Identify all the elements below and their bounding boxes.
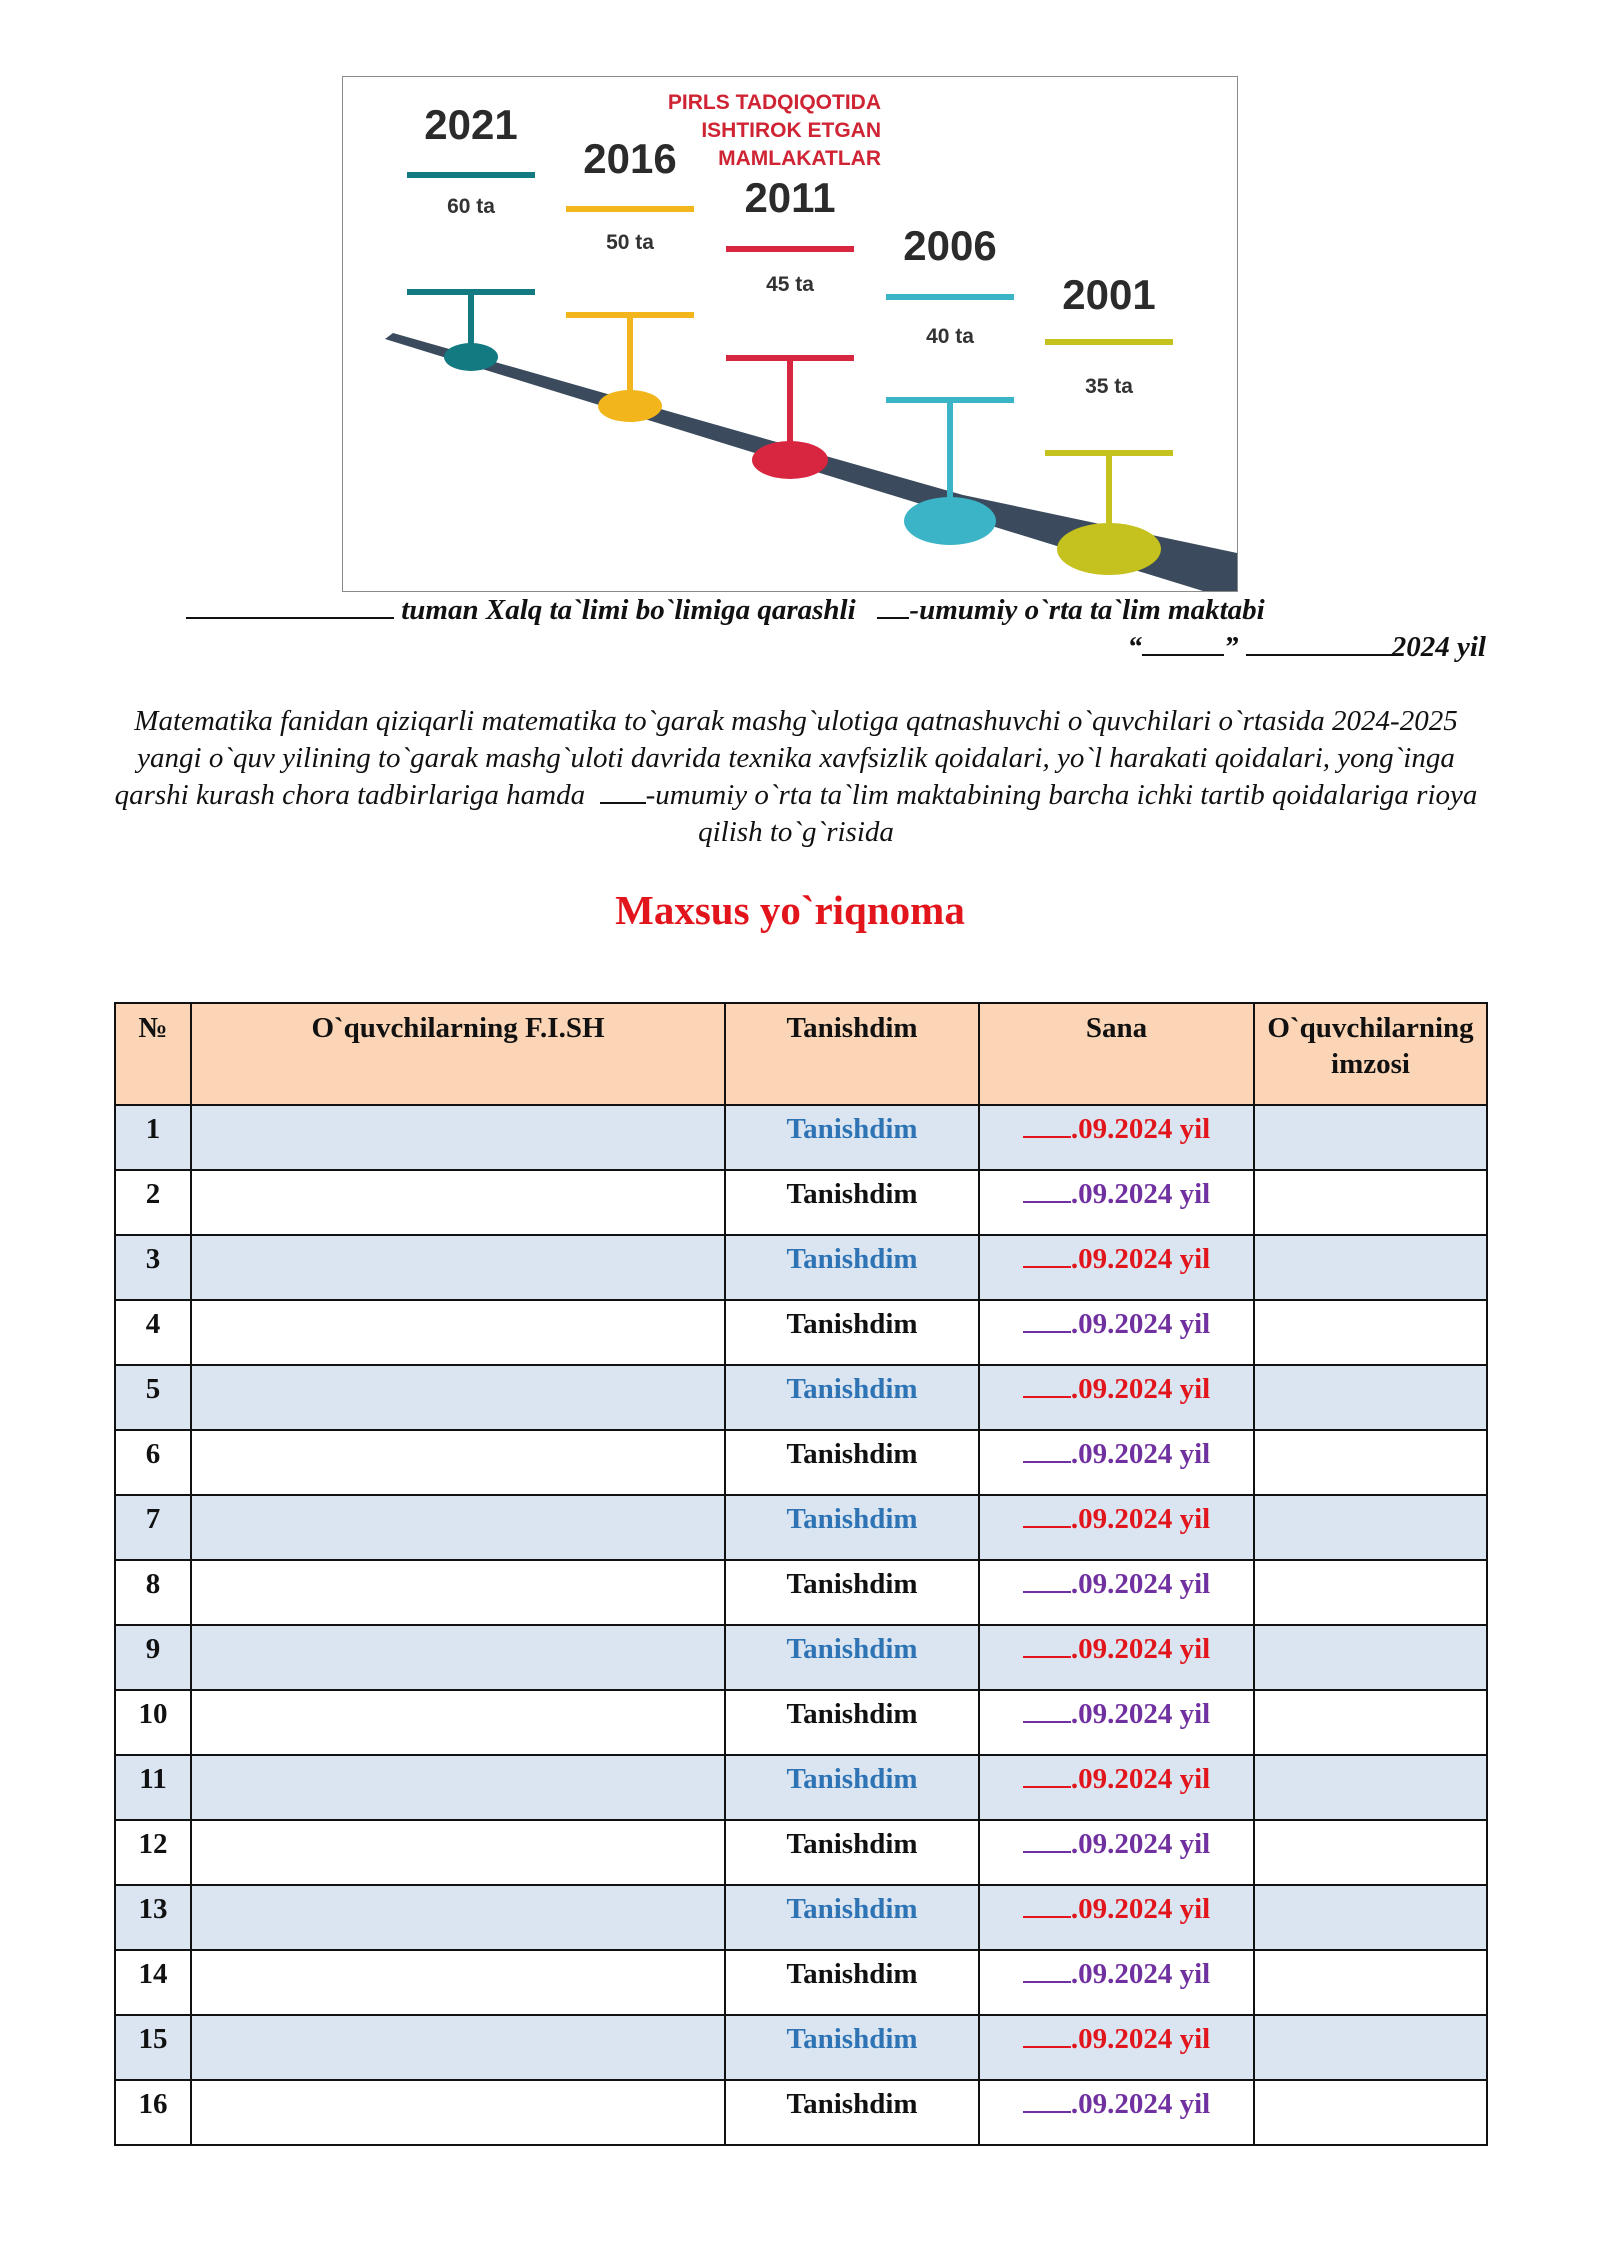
header-number: № <box>115 1003 191 1105</box>
row-number: 4 <box>115 1300 191 1365</box>
school-number-blank <box>877 593 909 619</box>
date-cell <box>979 1755 1254 1820</box>
acknowledged-cell: Tanishdim <box>725 1885 979 1950</box>
month-blank <box>1246 630 1392 656</box>
signature-cell[interactable] <box>1254 1820 1487 1885</box>
date-suffix: .09.2024 yil <box>1070 2023 1211 2055</box>
day-blank <box>1023 1114 1071 1138</box>
table-row <box>115 1300 1487 1365</box>
table-row <box>115 1885 1487 1950</box>
acknowledged-cell: Tanishdim <box>725 2080 979 2145</box>
day-blank <box>1023 1179 1071 1203</box>
school-line <box>0 593 1600 627</box>
student-name-cell[interactable] <box>191 1235 725 1300</box>
row-number: 15 <box>115 2015 191 2080</box>
acknowledged-cell: Tanishdim <box>725 1820 979 1885</box>
date-cell <box>979 1690 1254 1755</box>
row-number: 1 <box>115 1105 191 1170</box>
milestone-base <box>904 497 996 545</box>
table-row <box>115 1430 1487 1495</box>
table-row <box>115 1690 1487 1755</box>
pirls-infographic <box>342 76 1238 592</box>
milestone-base <box>444 343 498 371</box>
student-name-cell[interactable] <box>191 1625 725 1690</box>
date-suffix: .09.2024 yil <box>1070 1373 1211 1405</box>
date-suffix: .09.2024 yil <box>1070 1633 1211 1665</box>
date-suffix: .09.2024 yil <box>1070 1243 1211 1275</box>
row-number: 9 <box>115 1625 191 1690</box>
day-blank <box>1023 1439 1071 1463</box>
acknowledged-cell: Tanishdim <box>725 1495 979 1560</box>
row-number: 16 <box>115 2080 191 2145</box>
district-blank <box>186 593 394 619</box>
acknowledged-cell: Tanishdim <box>725 1235 979 1300</box>
signature-cell[interactable] <box>1254 1495 1487 1560</box>
milestone-count: 50 ta <box>606 231 654 254</box>
table-row <box>115 1625 1487 1690</box>
date-cell <box>979 1820 1254 1885</box>
intro-paragraph <box>104 703 1488 851</box>
milestone-year: 2011 <box>744 174 836 221</box>
table-row <box>115 1235 1487 1300</box>
date-cell <box>979 1495 1254 1560</box>
row-number: 13 <box>115 1885 191 1950</box>
signature-cell[interactable] <box>1254 2080 1487 2145</box>
acknowledgement-table <box>114 1002 1488 2146</box>
student-name-cell[interactable] <box>191 1560 725 1625</box>
table-row <box>115 1495 1487 1560</box>
date-suffix: .09.2024 yil <box>1070 1893 1211 1925</box>
table-row <box>115 2080 1487 2145</box>
date-suffix: .09.2024 yil <box>1070 1178 1211 1210</box>
caption-line: PIRLS TADQIQOTIDA <box>667 91 881 114</box>
date-suffix: .09.2024 yil <box>1070 1438 1211 1470</box>
milestone-count: 40 ta <box>926 325 974 348</box>
table-row <box>115 1105 1487 1170</box>
day-blank <box>1023 1374 1071 1398</box>
date-cell <box>979 2080 1254 2145</box>
milestone-underline <box>407 172 535 178</box>
table-header-row <box>115 1003 1487 1105</box>
date-close-quote: ” <box>1224 631 1239 663</box>
student-name-cell[interactable] <box>191 1690 725 1755</box>
date-cell <box>979 1105 1254 1170</box>
acknowledged-cell: Tanishdim <box>725 1560 979 1625</box>
day-blank <box>1023 1244 1071 1268</box>
header-acknowledged: Tanishdim <box>725 1003 979 1105</box>
date-suffix: .09.2024 yil <box>1070 1698 1211 1730</box>
school-line-end: -umumiy o`rta ta`lim maktabi <box>909 594 1265 626</box>
row-number: 11 <box>115 1755 191 1820</box>
date-cell <box>979 1560 1254 1625</box>
acknowledged-cell: Tanishdim <box>725 1690 979 1755</box>
student-name-cell[interactable] <box>191 1755 725 1820</box>
student-name-cell[interactable] <box>191 1820 725 1885</box>
acknowledged-cell: Tanishdim <box>725 2015 979 2080</box>
student-name-cell[interactable] <box>191 2080 725 2145</box>
milestone-underline <box>726 246 854 252</box>
date-line <box>0 630 1600 664</box>
date-suffix: .09.2024 yil <box>1070 2088 1211 2120</box>
milestone-underline <box>566 206 694 212</box>
row-number: 5 <box>115 1365 191 1430</box>
table-row <box>115 1820 1487 1885</box>
date-suffix: .09.2024 yil <box>1070 1568 1211 1600</box>
caption-line: MAMLAKATLAR <box>718 147 881 170</box>
acknowledged-cell: Tanishdim <box>725 1170 979 1235</box>
table-body <box>115 1105 1487 2145</box>
header-student-name: O`quvchilarning F.I.SH <box>191 1003 725 1105</box>
caption-line: ISHTIROK ETGAN <box>701 119 881 142</box>
day-blank <box>1023 2024 1071 2048</box>
table-row <box>115 1560 1487 1625</box>
date-suffix: .09.2024 yil <box>1070 1113 1211 1145</box>
acknowledged-cell: Tanishdim <box>725 1430 979 1495</box>
table-row <box>115 1950 1487 2015</box>
row-number: 2 <box>115 1170 191 1235</box>
day-blank <box>1023 1569 1071 1593</box>
acknowledged-cell: Tanishdim <box>725 1365 979 1430</box>
day-blank <box>1023 1634 1071 1658</box>
milestone-underline <box>886 294 1014 300</box>
student-name-cell[interactable] <box>191 2015 725 2080</box>
table-row <box>115 2015 1487 2080</box>
infographic-caption <box>668 91 881 170</box>
pirls-timeline-graphic <box>343 77 1237 591</box>
date-suffix: .09.2024 yil <box>1070 1958 1211 1990</box>
page-title: Maxsus yo`riqnoma <box>615 887 965 933</box>
date-cell <box>979 2015 1254 2080</box>
intro-part-2: -umumiy o`rta ta`lim maktabining barcha ichki tartib qoidalariga rioya qilish to`g`risida <box>645 779 1478 848</box>
date-cell <box>979 1170 1254 1235</box>
milestone-2021 <box>407 101 535 371</box>
row-number: 10 <box>115 1690 191 1755</box>
date-cell <box>979 1625 1254 1690</box>
table-row <box>115 1755 1487 1820</box>
header-signature: O`quvchilarning imzosi <box>1254 1003 1487 1105</box>
signature-cell[interactable] <box>1254 1560 1487 1625</box>
day-blank <box>1023 2089 1071 2113</box>
signature-cell[interactable] <box>1254 1300 1487 1365</box>
acknowledged-cell: Tanishdim <box>725 1950 979 2015</box>
milestone-year: 2006 <box>903 222 997 269</box>
signature-cell[interactable] <box>1254 2015 1487 2080</box>
signature-cell[interactable] <box>1254 1235 1487 1300</box>
milestone-year: 2001 <box>1062 271 1156 318</box>
milestone-year: 2021 <box>424 101 518 148</box>
day-blank <box>1142 630 1224 656</box>
milestone-year: 2016 <box>583 135 677 182</box>
intro-school-blank <box>600 778 646 804</box>
day-blank <box>1023 1309 1071 1333</box>
date-suffix: .09.2024 yil <box>1070 1503 1211 1535</box>
table-row <box>115 1170 1487 1235</box>
table-row <box>115 1365 1487 1430</box>
date-suffix: .09.2024 yil <box>1070 1763 1211 1795</box>
student-name-cell[interactable] <box>191 1170 725 1235</box>
intro-part-1: Matematika fanidan qiziqarli matematika to`garak mashg`ulotiga qatnashuvchi o`quvchilari o`rtasida 2024-2025 yangi o`quv yilining to`garak mashg`uloti davrida texnika xavfsizlik qoidalari, yo`l harakati qoidalari, yong`inga qarshi kurash chora tadbirlariga hamda <box>114 705 1458 811</box>
signature-cell[interactable] <box>1254 1105 1487 1170</box>
milestone-count: 35 ta <box>1085 375 1133 398</box>
student-name-cell[interactable] <box>191 1950 725 2015</box>
row-number: 7 <box>115 1495 191 1560</box>
acknowledged-cell: Tanishdim <box>725 1300 979 1365</box>
signature-cell[interactable] <box>1254 1690 1487 1755</box>
student-name-cell[interactable] <box>191 1300 725 1365</box>
acknowledged-cell: Tanishdim <box>725 1755 979 1820</box>
signature-cell[interactable] <box>1254 1625 1487 1690</box>
header-date: Sana <box>979 1003 1254 1105</box>
row-number: 12 <box>115 1820 191 1885</box>
milestone-base <box>598 390 662 422</box>
signature-cell[interactable] <box>1254 1950 1487 2015</box>
day-blank <box>1023 1829 1071 1853</box>
date-year: 2024 yil <box>1391 631 1486 663</box>
date-suffix: .09.2024 yil <box>1070 1828 1211 1860</box>
day-blank <box>1023 1894 1071 1918</box>
day-blank <box>1023 1764 1071 1788</box>
student-name-cell[interactable] <box>191 1365 725 1430</box>
row-number: 3 <box>115 1235 191 1300</box>
student-name-cell[interactable] <box>191 1430 725 1495</box>
infographic-milestones <box>407 101 1173 575</box>
date-cell <box>979 1885 1254 1950</box>
date-open-quote: “ <box>1127 631 1142 663</box>
day-blank <box>1023 1959 1071 1983</box>
date-cell <box>979 1300 1254 1365</box>
milestone-base <box>1057 523 1161 575</box>
milestone-count: 60 ta <box>447 195 495 218</box>
date-suffix: .09.2024 yil <box>1070 1308 1211 1340</box>
row-number: 6 <box>115 1430 191 1495</box>
signature-cell[interactable] <box>1254 1885 1487 1950</box>
row-number: 14 <box>115 1950 191 2015</box>
signature-cell[interactable] <box>1254 1170 1487 1235</box>
milestone-base <box>752 441 828 479</box>
date-cell <box>979 1235 1254 1300</box>
school-line-middle: tuman Xalq ta`limi bo`limiga qarashli <box>401 594 856 626</box>
milestone-count: 45 ta <box>766 273 814 296</box>
student-name-cell[interactable] <box>191 1885 725 1950</box>
milestone-2016 <box>566 135 694 422</box>
date-cell <box>979 1950 1254 2015</box>
row-number: 8 <box>115 1560 191 1625</box>
student-name-cell[interactable] <box>191 1105 725 1170</box>
day-blank <box>1023 1699 1071 1723</box>
student-name-cell[interactable] <box>191 1495 725 1560</box>
signature-cell[interactable] <box>1254 1430 1487 1495</box>
date-cell <box>979 1365 1254 1430</box>
acknowledged-cell: Tanishdim <box>725 1625 979 1690</box>
date-cell <box>979 1430 1254 1495</box>
acknowledged-cell: Tanishdim <box>725 1105 979 1170</box>
milestone-underline <box>1045 339 1173 345</box>
day-blank <box>1023 1504 1071 1528</box>
signature-cell[interactable] <box>1254 1365 1487 1430</box>
signature-cell[interactable] <box>1254 1755 1487 1820</box>
